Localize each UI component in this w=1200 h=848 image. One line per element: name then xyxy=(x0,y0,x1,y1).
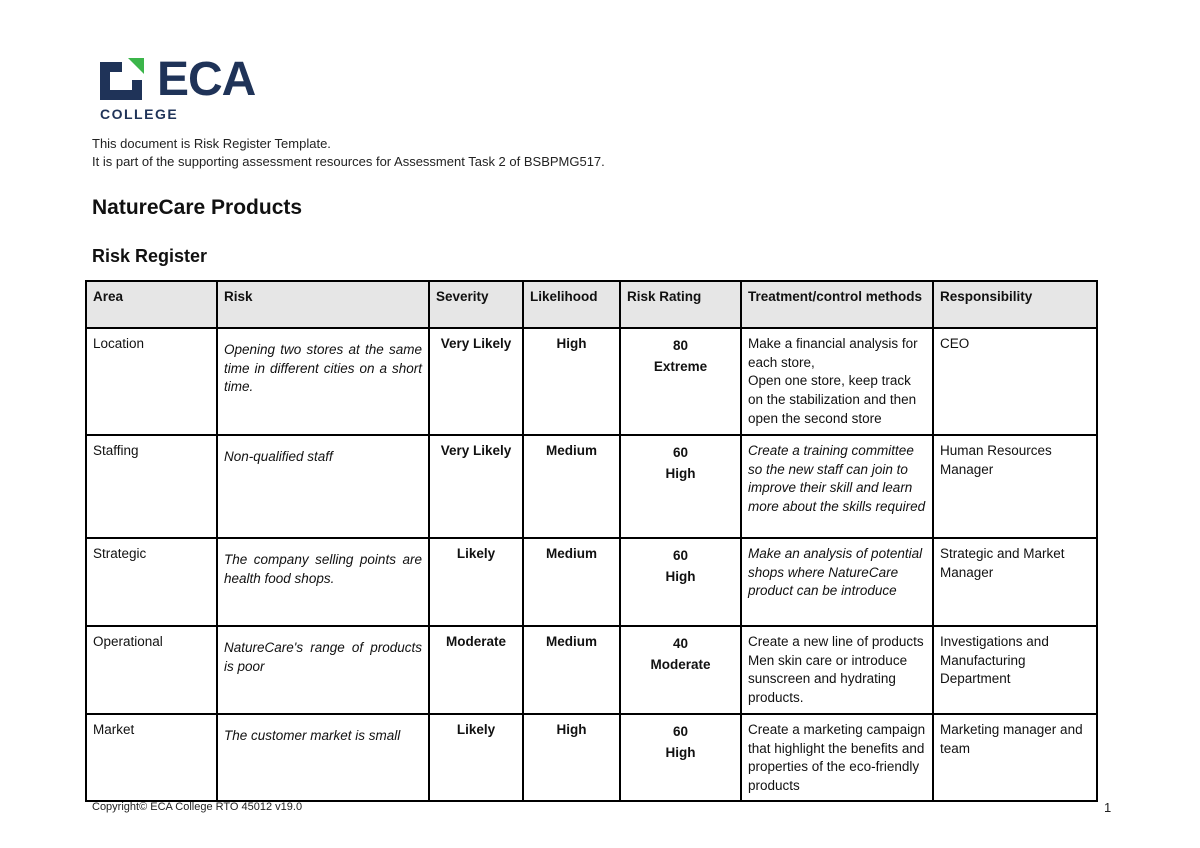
table-row xyxy=(86,626,1097,714)
cell-severity: Very Likely xyxy=(429,435,523,538)
rating-score: 80 xyxy=(672,338,689,353)
cell-risk-rating xyxy=(620,626,741,714)
cell-risk: The customer market is small xyxy=(217,714,429,801)
header-treatment: Treatment/control methods xyxy=(741,281,933,328)
cell-treatment: Create a new line of products Men skin care or introduce sunscreen and hydrating products. xyxy=(741,626,933,714)
cell-risk-rating xyxy=(620,435,741,538)
treatment-line: Open one store, keep track on the stabilization and then open the second store xyxy=(748,373,917,426)
rating-score: 40 xyxy=(672,636,689,651)
cell-risk-rating xyxy=(620,328,741,435)
rating-level: Extreme xyxy=(653,359,708,374)
header-risk: Risk xyxy=(217,281,429,328)
cell-area: Operational xyxy=(86,626,217,714)
cell-responsibility: CEO xyxy=(933,328,1097,435)
cell-responsibility: Human Resources Manager xyxy=(933,435,1097,538)
cell-severity: Very Likely xyxy=(429,328,523,435)
rating-score: 60 xyxy=(672,445,689,460)
cell-risk-rating xyxy=(620,538,741,626)
cell-risk: NatureCare's range of products is poor xyxy=(217,626,429,714)
cell-likelihood: Medium xyxy=(523,626,620,714)
company-heading: NatureCare Products xyxy=(92,196,303,219)
eca-logo-mark-icon xyxy=(100,58,150,102)
header-risk-rating: Risk Rating xyxy=(620,281,741,328)
risk-register-heading: Risk Register xyxy=(92,246,208,266)
treatment-line: Make a financial analysis for each store, xyxy=(748,336,918,370)
table-row xyxy=(86,435,1097,538)
cell-likelihood: Medium xyxy=(523,538,620,626)
logo-brand-text: ECA xyxy=(157,53,256,106)
cell-responsibility: Investigations and Manufacturing Department xyxy=(933,626,1097,714)
table-header-row xyxy=(86,281,1097,328)
rating-level: High xyxy=(665,569,696,584)
table-row xyxy=(86,538,1097,626)
cell-treatment: Create a marketing campaign that highlight the benefits and properties of the eco-friendly products xyxy=(741,714,933,801)
cell-responsibility: Marketing manager and team xyxy=(933,714,1097,801)
header-likelihood: Likelihood xyxy=(523,281,620,328)
footer-copyright: Copyright© ECA College RTO 45012 v19.0 xyxy=(92,801,303,813)
cell-severity: Likely xyxy=(429,714,523,801)
cell-responsibility: Strategic and Market Manager xyxy=(933,538,1097,626)
eca-college-logo xyxy=(100,53,285,128)
table-row xyxy=(86,328,1097,435)
cell-treatment: Create a training committee so the new staff can join to improve their skill and learn more about the skills required xyxy=(741,435,933,538)
cell-area: Staffing xyxy=(86,435,217,538)
intro-line-1: This document is Risk Register Template. xyxy=(92,136,331,151)
cell-risk: The company selling points are health food shops. xyxy=(217,538,429,626)
rating-level: High xyxy=(665,466,696,481)
cell-risk-rating xyxy=(620,714,741,801)
cell-likelihood: High xyxy=(523,328,620,435)
header-severity: Severity xyxy=(429,281,523,328)
rating-level: High xyxy=(665,745,696,760)
cell-treatment: Make an analysis of potential shops where NatureCare product can be introduce xyxy=(741,538,933,626)
cell-area: Market xyxy=(86,714,217,801)
risk-register-table xyxy=(85,280,1098,802)
cell-treatment xyxy=(741,328,933,435)
intro-text xyxy=(92,135,605,171)
cell-area: Location xyxy=(86,328,217,435)
rating-score: 60 xyxy=(672,724,689,739)
intro-line-2: It is part of the supporting assessment resources for Assessment Task 2 of BSBPMG517. xyxy=(92,154,605,169)
page-number: 1 xyxy=(1104,800,1112,815)
cell-severity: Moderate xyxy=(429,626,523,714)
cell-severity: Likely xyxy=(429,538,523,626)
rating-score: 60 xyxy=(672,548,689,563)
header-area: Area xyxy=(86,281,217,328)
header-responsibility: Responsibility xyxy=(933,281,1097,328)
cell-likelihood: High xyxy=(523,714,620,801)
table-row xyxy=(86,714,1097,801)
cell-risk: Non-qualified staff xyxy=(217,435,429,538)
rating-level: Moderate xyxy=(650,657,711,672)
cell-risk: Opening two stores at the same time in different cities on a short time. xyxy=(217,328,429,435)
logo-subtitle-text: COLLEGE xyxy=(100,106,179,122)
cell-likelihood: Medium xyxy=(523,435,620,538)
cell-area: Strategic xyxy=(86,538,217,626)
